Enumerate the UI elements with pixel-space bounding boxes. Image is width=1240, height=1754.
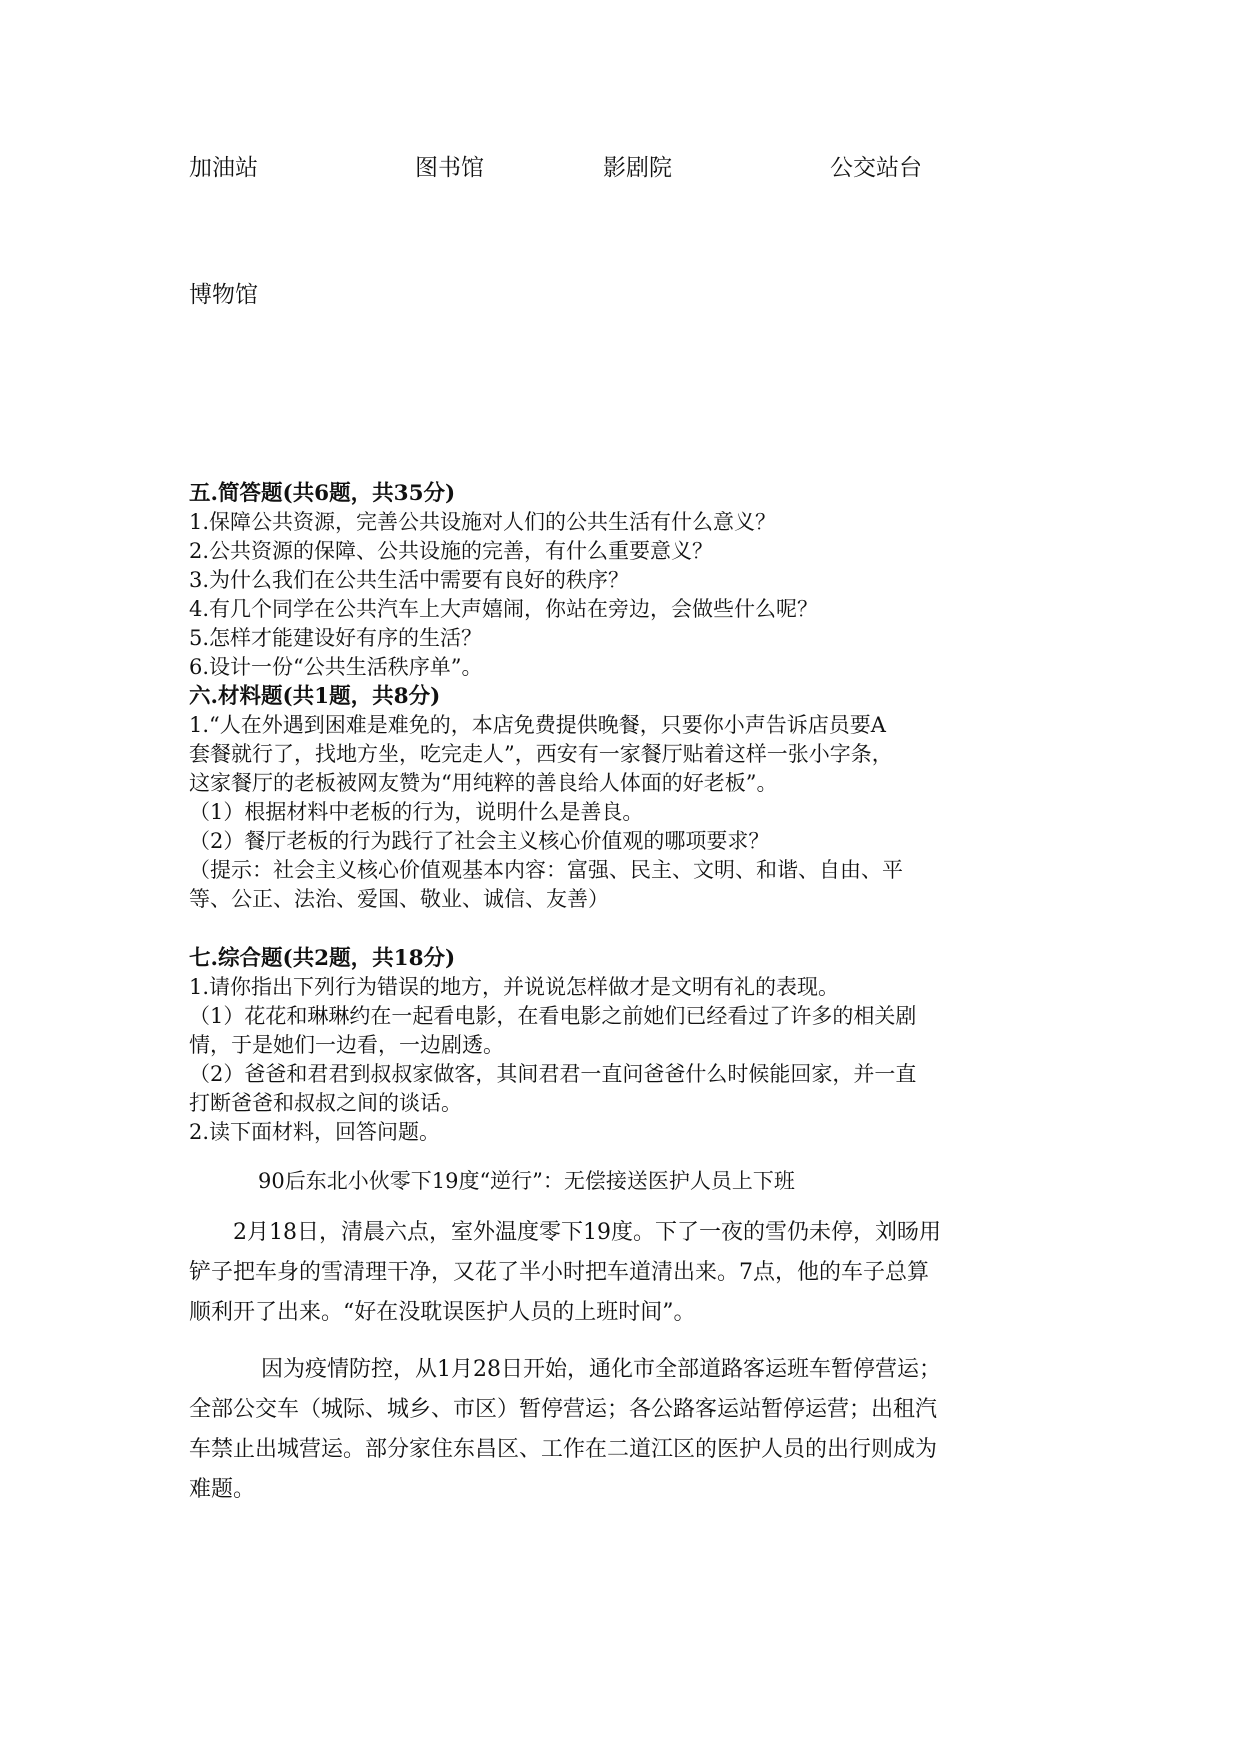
material-line: （提示：社会主义核心价值观基本内容：富强、民主、文明、和谐、自由、平	[189, 858, 903, 882]
section-short-answer	[189, 479, 1059, 682]
place-gas-station: 加油站	[189, 155, 258, 181]
material-line: （2）餐厅老板的行为践行了社会主义核心价值观的哪项要求？	[189, 829, 770, 853]
question-item: 3.为什么我们在公共生活中需要有良好的秩序？	[189, 568, 630, 592]
story-title: 90后东北小伙零下19度“逆行”：无偿接送医护人员上下班	[258, 1169, 795, 1193]
section-material	[189, 682, 1059, 914]
paragraph-line: 全部公交车（城际、城乡、市区）暂停营运；各公路客运站暂停运营；出租汽	[189, 1397, 938, 1422]
paragraph-line: 难题。	[189, 1477, 256, 1502]
place-theater: 影剧院	[603, 155, 672, 181]
comprehensive-line: （2）爸爸和君君到叔叔家做客，其间君君一直问爸爸什么时候能回家，并一直	[189, 1062, 917, 1086]
material-line: 1.“人在外遇到困难是难免的，本店免费提供晚餐，只要你小声告诉店员要A	[189, 713, 886, 737]
question-item: 4.有几个同学在公共汽车上大声嬉闹，你站在旁边，会做些什么呢？	[189, 597, 819, 621]
paragraph-line: 顺利开了出来。“好在没耽误医护人员的上班时间”。	[189, 1300, 696, 1325]
comprehensive-line: （1）花花和琳琳约在一起看电影，在看电影之前她们已经看过了许多的相关剧	[189, 1004, 917, 1028]
comprehensive-line: 2.读下面材料，回答问题。	[189, 1120, 441, 1144]
material-line: （1）根据材料中老板的行为，说明什么是善良。	[189, 800, 644, 824]
place-museum: 博物馆	[189, 282, 258, 308]
story-paragraph-2	[189, 1350, 1069, 1510]
comprehensive-line: 1.请你指出下列行为错误的地方，并说说怎样做才是文明有礼的表现。	[189, 975, 840, 999]
paragraph-line: 2月18日，清晨六点，室外温度零下19度。下了一夜的雪仍未停，刘旸用	[233, 1220, 941, 1245]
section-comprehensive	[189, 944, 1059, 1147]
paragraph-line: 因为疫情防控，从1月28日开始，通化市全部道路客运班车暂停营运；	[261, 1357, 941, 1382]
question-item: 2.公共资源的保障、公共设施的完善，有什么重要意义？	[189, 539, 714, 563]
comprehensive-line: 情，于是她们一边看，一边剧透。	[189, 1033, 504, 1057]
question-item: 1.保障公共资源，完善公共设施对人们的公共生活有什么意义？	[189, 510, 777, 534]
paragraph-line: 车禁止出城营运。部分家住东昌区、工作在二道江区的医护人员的出行则成为	[189, 1437, 938, 1462]
paragraph-line: 铲子把车身的雪清理干净，又花了半小时把车道清出来。7点，他的车子总算	[189, 1260, 929, 1285]
material-line: 等、公正、法治、爱国、敬业、诚信、友善）	[189, 887, 609, 911]
story-paragraph-1	[189, 1213, 1069, 1333]
place-bus-stop: 公交站台	[830, 155, 922, 181]
section-heading: 七.综合题(共2题，共18分)	[189, 946, 456, 971]
place-library: 图书馆	[415, 155, 484, 181]
question-item: 6.设计一份“公共生活秩序单”。	[189, 655, 483, 679]
material-line: 这家餐厅的老板被网友赞为“用纯粹的善良给人体面的好老板”。	[189, 771, 778, 795]
question-item: 5.怎样才能建设好有序的生活？	[189, 626, 483, 650]
comprehensive-line: 打断爸爸和叔叔之间的谈话。	[189, 1091, 462, 1115]
material-line: 套餐就行了，找地方坐，吃完走人”，西安有一家餐厅贴着这样一张小字条，	[189, 742, 893, 766]
section-heading: 六.材料题(共1题，共8分)	[189, 684, 441, 709]
section-heading: 五.简答题(共6题，共35分)	[189, 481, 456, 506]
